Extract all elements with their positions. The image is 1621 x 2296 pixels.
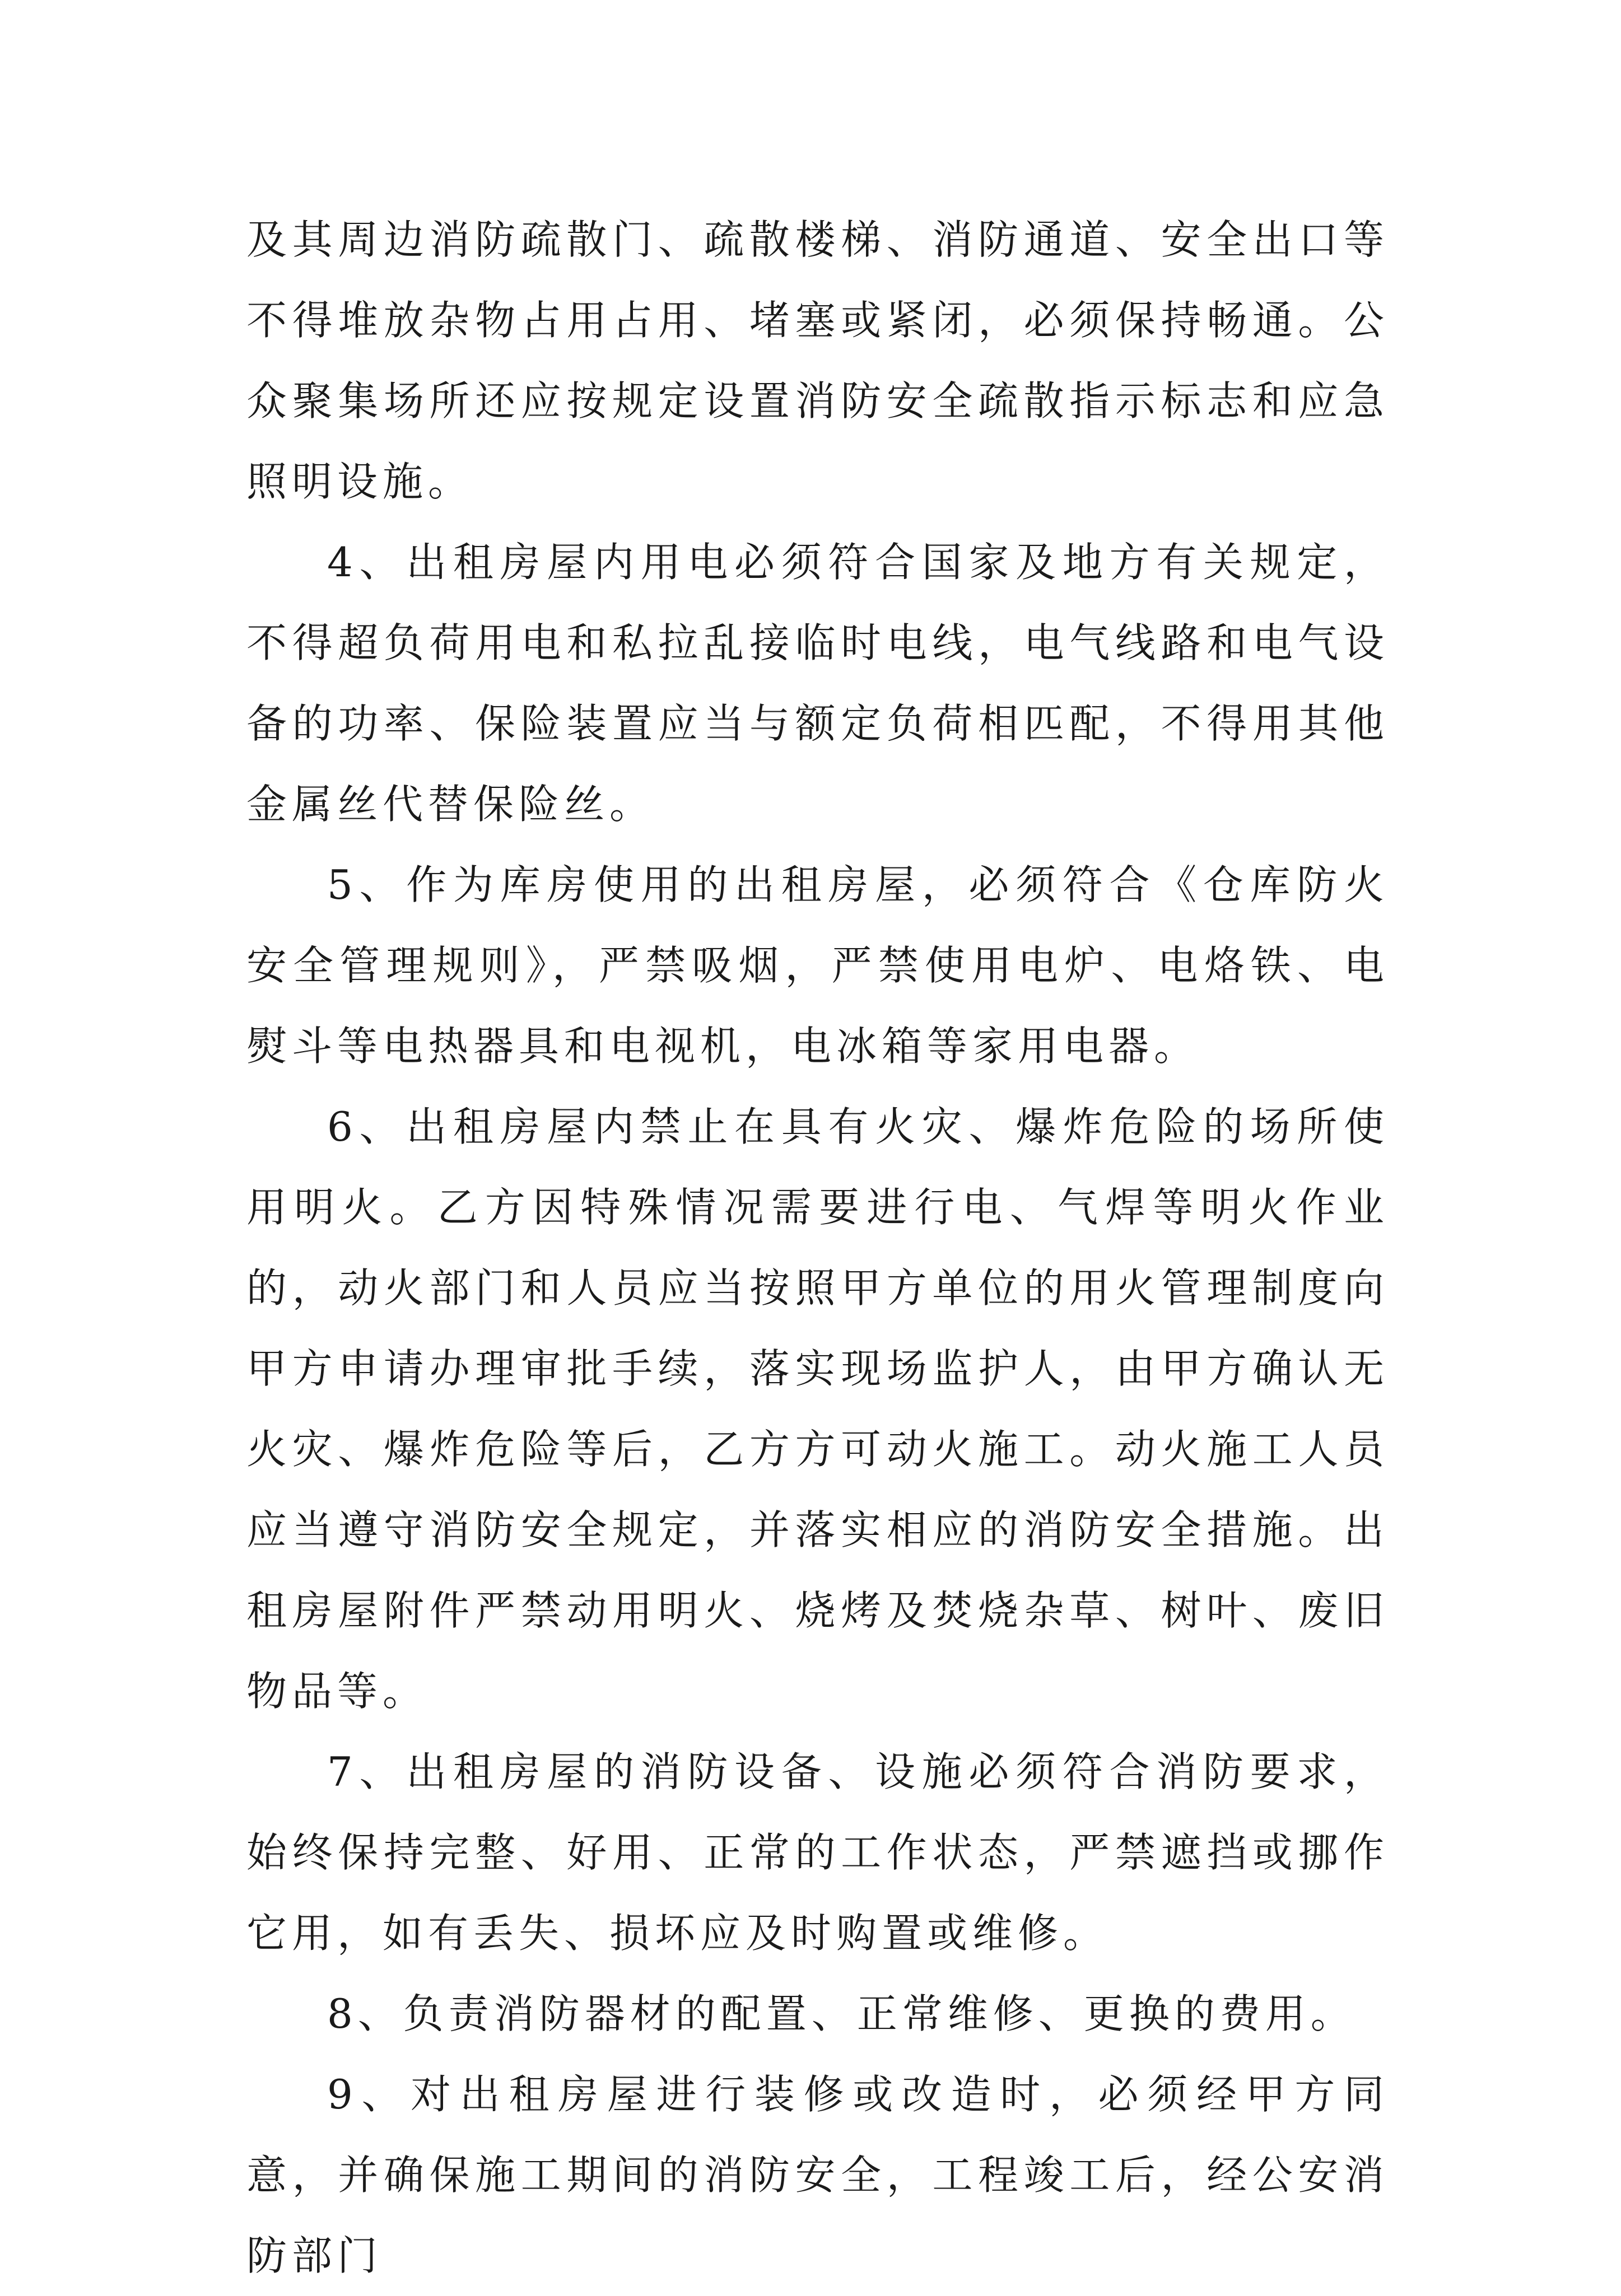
paragraph-item-5: 5、作为库房使用的出租房屋，必须符合《仓库防火安全管理规则》，严禁吸烟，严禁使用电炉、电烙铁、电熨斗等电热器具和电视机，电冰箱等家用电器。 (246, 861, 1389, 1070)
paragraph-item-6: 6、出租房屋内禁止在具有火灾、爆炸危险的场所使用明火。乙方因特殊情况需要进行电、气焊等明火作业的，动火部门和人员应当按照甲方单位的用火管理制度向甲方申请办理审批手续，落实现场监护人，由甲方确认无火灾、爆炸危险等后，乙方方可动火施工。动火施工人员应当遵守消防安全规定，并落实相应的消防安全措施。出租房屋附件严禁动用明火、烧烤及焚烧杂草、树叶、废旧物品等。 (246, 1103, 1389, 1715)
paragraph-item-8: 8、负责消防器材的配置、正常维修、更换的费用。 (327, 1990, 1356, 2037)
paragraph-item-4: 4、出租房屋内用电必须符合国家及地方有关规定，不得超负荷用电和私拉乱接临时电线，电气线路和电气设备的功率、保险装置应当与额定负荷相匹配，不得用其他金属丝代替保险丝。 (246, 539, 1389, 828)
paragraph-continuation: 及其周边消防疏散门、疏散楼梯、消防通道、安全出口等不得堆放杂物占用占用、堵塞或紧闭，必须保持畅通。公众聚集场所还应按规定设置消防安全疏散指示标志和应急照明设施。 (246, 216, 1389, 505)
document-body (246, 199, 1389, 2296)
paragraph-item-9: 9、对出租房屋进行装修或改造时，必须经甲方同意，并确保施工期间的消防安全，工程竣工后，经公安消防部门 (246, 2071, 1389, 2279)
paragraph-item-7: 7、出租房屋的消防设备、设施必须符合消防要求，始终保持完整、好用、正常的工作状态，严禁遮挡或挪作它用，如有丢失、损坏应及时购置或维修。 (246, 1748, 1389, 1957)
